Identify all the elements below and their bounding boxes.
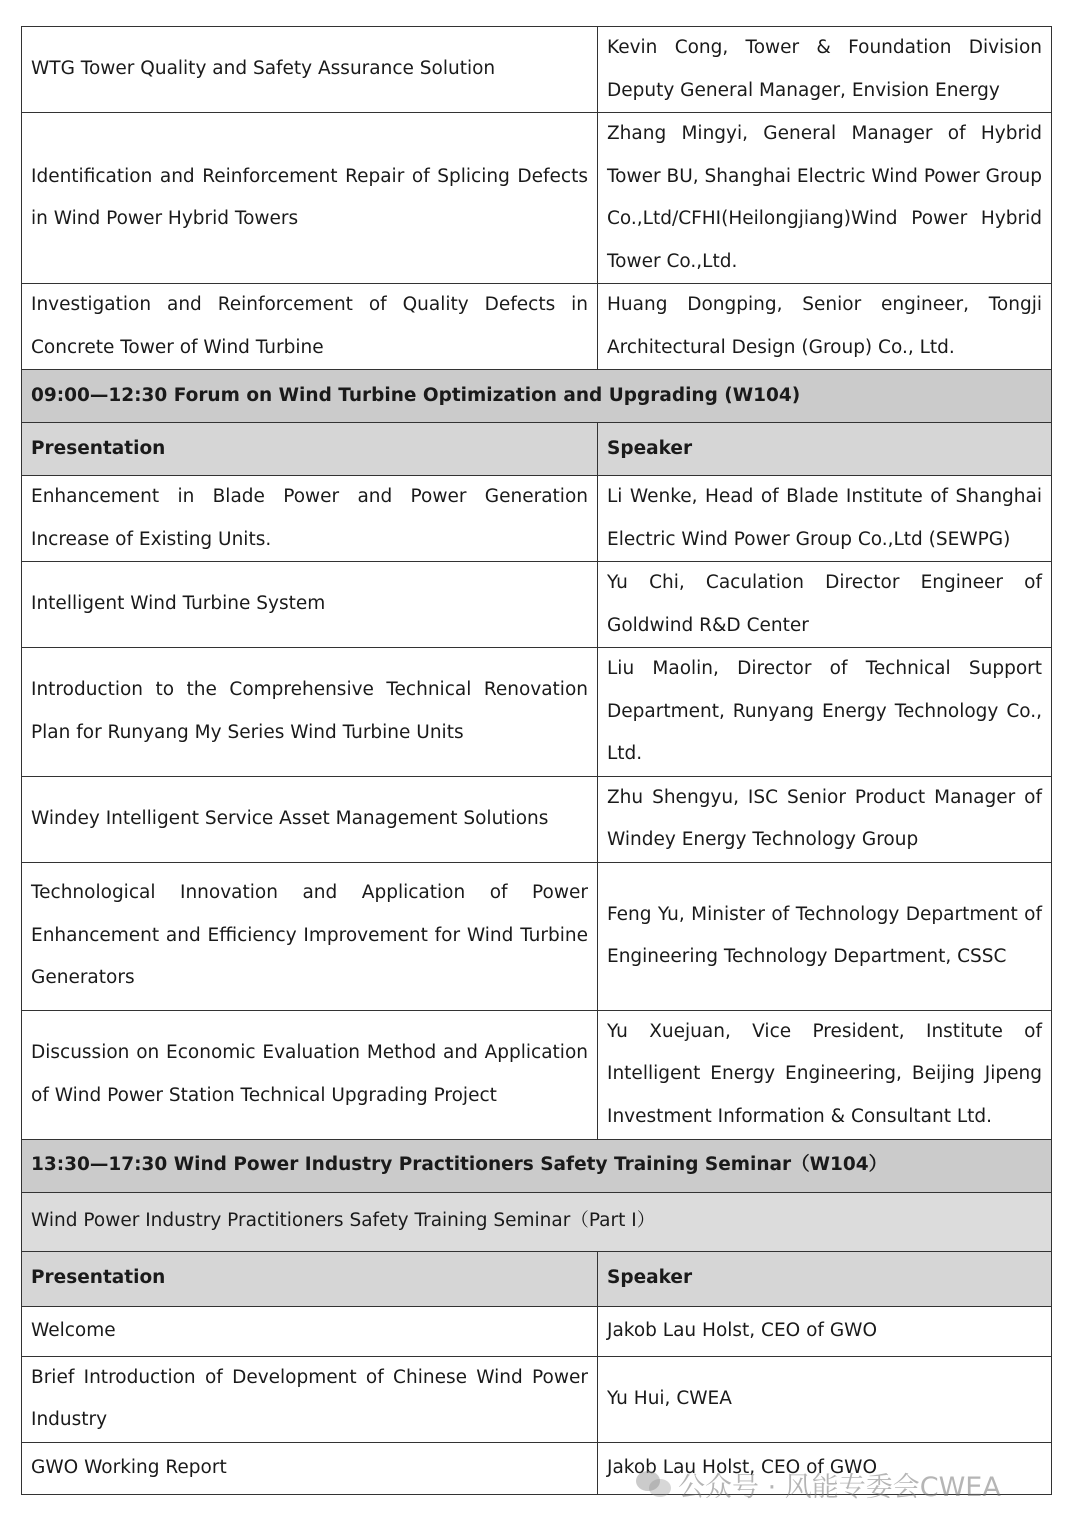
section-header-row	[22, 1139, 1052, 1192]
table-row	[22, 1010, 1052, 1139]
presentation-cell: Windey Intelligent Service Asset Management Solutions	[22, 776, 598, 862]
presentation-cell: Discussion on Economic Evaluation Method and Application of Wind Power Station Technical Upgrading Project	[22, 1010, 598, 1139]
seminar-part-title: Wind Power Industry Practitioners Safety Training Seminar（Part I）	[22, 1192, 1052, 1251]
wechat-icon	[636, 1469, 672, 1499]
forum-title: 09:00—12:30 Forum on Wind Turbine Optimization and Upgrading (W104)	[22, 370, 1052, 423]
speaker-cell: Jakob Lau Holst, CEO of GWO	[598, 1442, 1052, 1494]
agenda-table	[21, 26, 1052, 1495]
speaker-cell: Liu Maolin, Director of Technical Support Department, Runyang Energy Technology Co., Ltd.	[598, 648, 1052, 777]
speaker-cell: Zhang Mingyi, General Manager of Hybrid Tower BU, Shanghai Electric Wind Power Group Co.,Ltd/CFHI(Heilongjiang)Wind Power Hybrid Tower Co.,Ltd.	[598, 113, 1052, 284]
presentation-cell: Introduction to the Comprehensive Technical Renovation Plan for Runyang My Series Wind Turbine Units	[22, 648, 598, 777]
table-row	[22, 113, 1052, 284]
watermark	[636, 1462, 1001, 1506]
table-row	[22, 1306, 1052, 1356]
speaker-cell: Huang Dongping, Senior engineer, Tongji Architectural Design (Group) Co., Ltd.	[598, 284, 1052, 370]
presentation-cell: GWO Working Report	[22, 1442, 598, 1494]
speaker-column-header: Speaker	[598, 423, 1052, 476]
presentation-cell: Identification and Reinforcement Repair of Splicing Defects in Wind Power Hybrid Towers	[22, 113, 598, 284]
speaker-cell: Li Wenke, Head of Blade Institute of Shanghai Electric Wind Power Group Co.,Ltd (SEWPG)	[598, 476, 1052, 562]
section-header-row	[22, 370, 1052, 423]
table-row	[22, 562, 1052, 648]
presentation-column-header: Presentation	[22, 1251, 598, 1306]
presentation-cell: Enhancement in Blade Power and Power Generation Increase of Existing Units.	[22, 476, 598, 562]
table-row	[22, 1356, 1052, 1442]
presentation-column-header: Presentation	[22, 423, 598, 476]
presentation-cell: WTG Tower Quality and Safety Assurance Solution	[22, 27, 598, 113]
speaker-cell: Feng Yu, Minister of Technology Department of Engineering Technology Department, CSSC	[598, 862, 1052, 1010]
watermark-text: 公众号 · 风能专委会CWEA	[678, 1471, 1001, 1503]
table-row	[22, 27, 1052, 113]
speaker-cell: Yu Xuejuan, Vice President, Institute of Intelligent Energy Engineering, Beijing Jipeng Investment Information & Consultant Ltd.	[598, 1010, 1052, 1139]
presentation-cell: Welcome	[22, 1306, 598, 1356]
subsection-row	[22, 1192, 1052, 1251]
presentation-cell: Brief Introduction of Development of Chinese Wind Power Industry	[22, 1356, 598, 1442]
speaker-cell: Yu Chi, Caculation Director Engineer of Goldwind R&D Center	[598, 562, 1052, 648]
table-row	[22, 284, 1052, 370]
presentation-cell: Investigation and Reinforcement of Quality Defects in Concrete Tower of Wind Turbine	[22, 284, 598, 370]
table-row	[22, 648, 1052, 777]
table-row	[22, 476, 1052, 562]
table-row	[22, 776, 1052, 862]
column-header-row	[22, 1251, 1052, 1306]
column-header-row	[22, 423, 1052, 476]
speaker-cell: Jakob Lau Holst, CEO of GWO	[598, 1306, 1052, 1356]
table-row	[22, 862, 1052, 1010]
speaker-cell: Zhu Shengyu, ISC Senior Product Manager of Windey Energy Technology Group	[598, 776, 1052, 862]
presentation-cell: Intelligent Wind Turbine System	[22, 562, 598, 648]
seminar-title: 13:30—17:30 Wind Power Industry Practitioners Safety Training Seminar（W104）	[22, 1139, 1052, 1192]
speaker-cell: Kevin Cong, Tower & Foundation Division Deputy General Manager, Envision Energy	[598, 27, 1052, 113]
speaker-column-header: Speaker	[598, 1251, 1052, 1306]
speaker-cell: Yu Hui, CWEA	[598, 1356, 1052, 1442]
presentation-cell: Technological Innovation and Application of Power Enhancement and Efficiency Improvement for Wind Turbine Generators	[22, 862, 598, 1010]
